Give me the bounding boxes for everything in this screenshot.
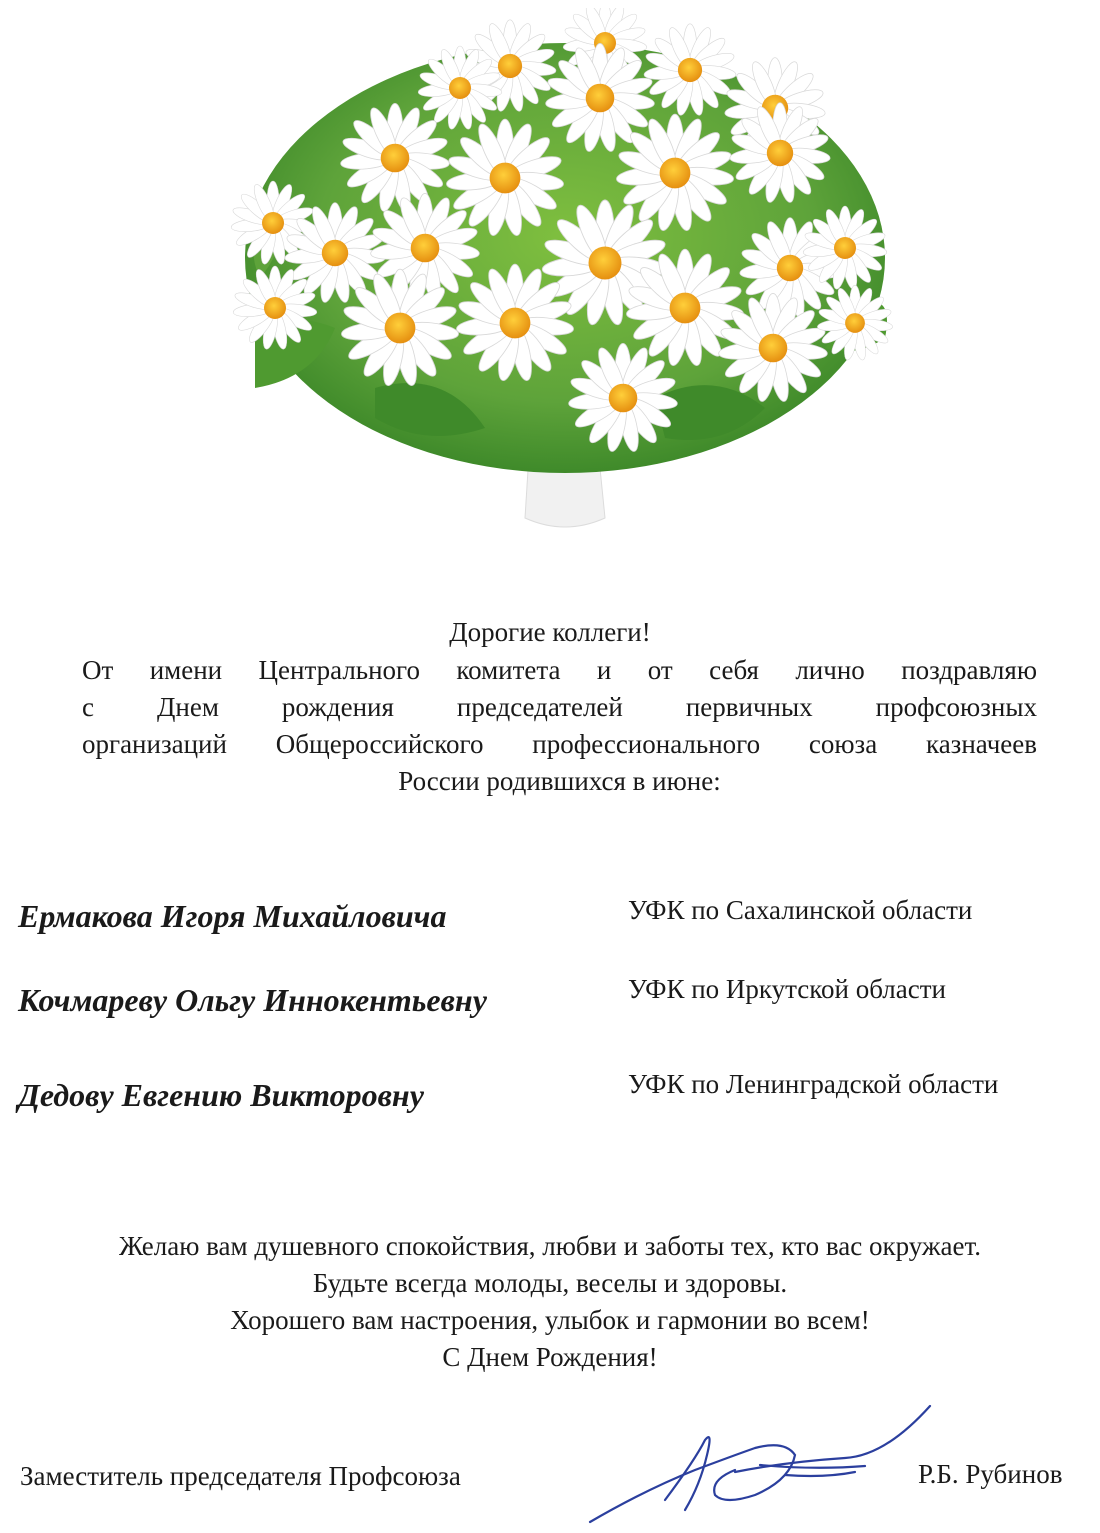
intro-paragraph: [82, 652, 1037, 800]
signer-name: Р.Б. Рубинов: [918, 1459, 1063, 1489]
wish-line: Желаю вам душевного спокойствия, любви и заботы тех, кто вас окружает.: [118, 1231, 982, 1261]
handwritten-signature: [585, 1400, 945, 1530]
intro-line: с Днем рождения председателей первичных профсоюзных: [82, 692, 1037, 722]
intro-line: организаций Общероссийского профессионального союза казначеев: [82, 729, 1037, 759]
wish-line: Будьте всегда молоды, веселы и здоровы.: [312, 1268, 788, 1298]
honoree-organization: УФК по Ленинградской области: [628, 1069, 999, 1099]
honoree-name: Кочмареву Ольгу Иннокентьевну: [18, 982, 487, 1018]
daisy-bouquet-image: [225, 8, 905, 538]
intro-line: России родившихся в июне:: [398, 766, 721, 796]
honoree-organization: УФК по Сахалинской области: [628, 895, 973, 925]
intro-line: От имени Центрального комитета и от себя лично поздравляю: [82, 655, 1037, 685]
signer-position: Заместитель председателя Профсоюза: [20, 1461, 461, 1491]
honoree-organization: УФК по Иркутской области: [628, 974, 946, 1004]
greeting-title: Дорогие коллеги!: [449, 617, 651, 647]
honoree-name: Дедову Евгению Викторовну: [18, 1077, 424, 1113]
wish-line: С Днем Рождения!: [442, 1342, 658, 1372]
wish-line: Хорошего вам настроения, улыбок и гармонии во всем!: [230, 1305, 870, 1335]
honoree-name: Ермакова Игоря Михайловича: [18, 898, 447, 934]
wishes-paragraph: [0, 1228, 1100, 1376]
